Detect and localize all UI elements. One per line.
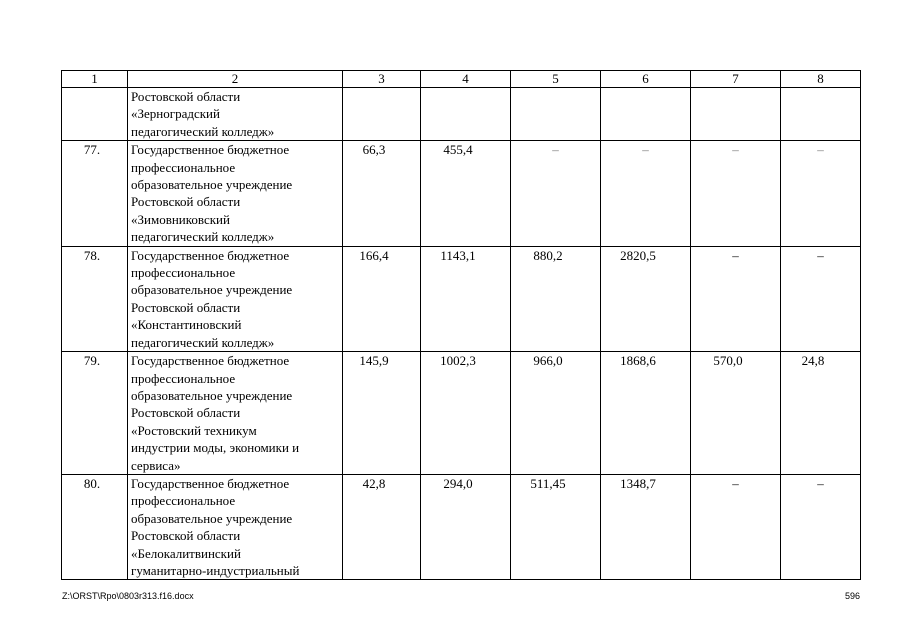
value-cell: 966,0 [511, 352, 601, 475]
empty-value-cell: – [601, 141, 691, 246]
name-line: профессиональное [131, 370, 236, 386]
table-row [62, 474, 861, 579]
value-cell: 880,2 [511, 246, 601, 351]
row-number-cell: 79. [62, 352, 128, 475]
value-cell: 1348,7 [601, 474, 691, 579]
name-line: «Ростовский техникум [131, 422, 257, 438]
value-cell: 2820,5 [601, 246, 691, 351]
table-row [62, 352, 861, 475]
name-line: педагогический колледж» [131, 334, 275, 350]
page-number: 596 [844, 591, 860, 601]
row-number-cell [62, 88, 128, 141]
value-cell: 166,4 [343, 246, 421, 351]
value-cell [601, 88, 691, 141]
institution-name-cell [128, 474, 343, 579]
name-line: гуманитарно-индустриальный [131, 562, 300, 578]
column-header: 5 [511, 71, 601, 88]
header-row [62, 71, 861, 88]
empty-value-cell: – [691, 474, 781, 579]
column-header: 7 [691, 71, 781, 88]
name-line: педагогический колледж» [131, 123, 275, 139]
name-line: «Зерноградский [131, 106, 220, 122]
row-number-cell: 80. [62, 474, 128, 579]
name-line: профессиональное [131, 159, 236, 175]
institution-name-cell [128, 246, 343, 351]
table-row [62, 141, 861, 246]
column-header: 2 [128, 71, 343, 88]
empty-value-cell: – [691, 246, 781, 351]
value-cell: 455,4 [421, 141, 511, 246]
column-header: 4 [421, 71, 511, 88]
column-header: 6 [601, 71, 691, 88]
name-line: Государственное бюджетное [131, 142, 290, 158]
value-cell: 1002,3 [421, 352, 511, 475]
name-line: педагогический колледж» [131, 229, 275, 245]
value-cell: 24,8 [781, 352, 861, 475]
column-header: 1 [62, 71, 128, 88]
table-body [62, 71, 861, 580]
column-header: 3 [343, 71, 421, 88]
name-line: образовательное учреждение [131, 387, 293, 403]
name-line: Государственное бюджетное [131, 353, 290, 369]
institution-name-cell [128, 88, 343, 141]
value-cell: 1868,6 [601, 352, 691, 475]
row-number-cell: 78. [62, 246, 128, 351]
row-number-cell: 77. [62, 141, 128, 246]
value-cell: 511,45 [511, 474, 601, 579]
name-line: Ростовской области [131, 528, 241, 544]
value-cell [781, 88, 861, 141]
institution-name-cell [128, 141, 343, 246]
value-cell: 42,8 [343, 474, 421, 579]
empty-value-cell: – [511, 141, 601, 246]
empty-value-cell: – [691, 141, 781, 246]
name-line: «Зимовниковский [131, 211, 230, 227]
document-table [61, 70, 861, 580]
name-line: «Константиновский [131, 317, 242, 333]
table-row [62, 246, 861, 351]
name-line: образовательное учреждение [131, 282, 293, 298]
institution-name-cell [128, 352, 343, 475]
empty-value-cell: – [781, 246, 861, 351]
value-cell: 145,9 [343, 352, 421, 475]
name-line: Государственное бюджетное [131, 247, 290, 263]
value-cell [691, 88, 781, 141]
name-line: профессиональное [131, 493, 236, 509]
value-cell: 66,3 [343, 141, 421, 246]
empty-value-cell: – [781, 474, 861, 579]
value-cell [511, 88, 601, 141]
value-cell [421, 88, 511, 141]
value-cell: 294,0 [421, 474, 511, 579]
name-line: Ростовской области [131, 299, 241, 315]
name-line: Ростовской области [131, 194, 241, 210]
name-line: сервиса» [131, 457, 181, 473]
empty-value-cell: – [781, 141, 861, 246]
name-line: Ростовской области [131, 405, 241, 421]
value-cell: 1143,1 [421, 246, 511, 351]
name-line: «Белокалитвинский [131, 545, 241, 561]
name-line: образовательное учреждение [131, 177, 293, 193]
name-line: образовательное учреждение [131, 510, 293, 526]
name-line: индустрии моды, экономики и [131, 440, 300, 456]
column-header: 8 [781, 71, 861, 88]
value-cell: 570,0 [691, 352, 781, 475]
value-cell [343, 88, 421, 141]
name-line: Государственное бюджетное [131, 475, 290, 491]
name-line: Ростовской области [131, 89, 241, 104]
continued-row [62, 88, 861, 141]
footer-file-path: Z:\ORST\Rpo\0803r313.f16.docx [62, 591, 194, 601]
name-line: профессиональное [131, 265, 236, 281]
